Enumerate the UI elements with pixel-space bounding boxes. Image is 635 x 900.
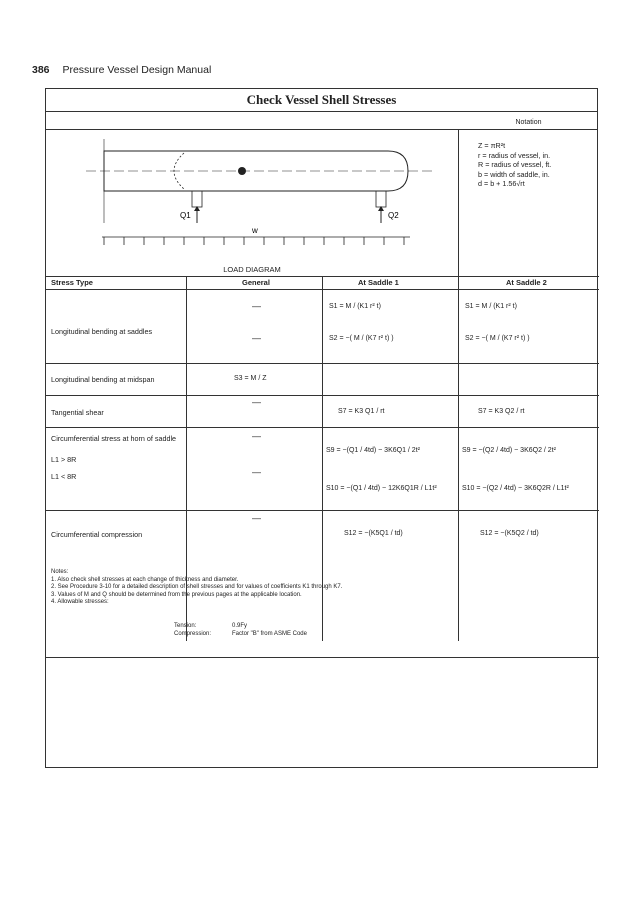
worksheet-title: Check Vessel Shell Stresses	[46, 89, 597, 112]
formula-s3: S3 = M / Z	[234, 375, 267, 382]
note-item: 4. Allowable stresses:	[51, 599, 109, 606]
dash: —	[252, 397, 261, 407]
vessel-drawing	[46, 129, 458, 265]
tension-label: Tension:	[174, 623, 197, 629]
col-divider	[458, 277, 459, 641]
page-number: 386	[32, 64, 50, 76]
row-label: Circumferential compression	[51, 530, 143, 539]
col-saddle-1: At Saddle 1	[358, 278, 399, 287]
row-label: Tangential shear	[51, 408, 104, 417]
book-title: Pressure Vessel Design Manual	[62, 64, 212, 76]
q1-label: Q1	[180, 211, 191, 220]
row-divider	[46, 427, 599, 428]
formula-s1-saddle1: S1 = M / (K1 r² t)	[329, 303, 381, 310]
col-general: General	[242, 278, 270, 287]
formula-s10-saddle2: S10 = −(Q2 / 4td) − 3K6Q2R / L1t²	[462, 485, 569, 492]
row-sublabel: L1 > 8R	[51, 455, 77, 464]
notes-title: Notes:	[51, 569, 69, 575]
note-item: 3. Values of M and Q should be determined from the previous pages at the applicable location.	[51, 591, 302, 598]
note-item: 2. See Procedure 3-10 for a detailed description of shell stresses and for values of coefficients K1 through K7.	[51, 584, 343, 591]
formula-s9-saddle1: S9 = −(Q1 / 4td) − 3K6Q1 / 2t²	[326, 447, 420, 454]
dash: —	[252, 431, 261, 441]
q2-label: Q2	[388, 211, 399, 220]
formula-s12-saddle1: S12 = −(K5Q1 / td)	[344, 530, 403, 537]
formula-s10-saddle1: S10 = −(Q1 / 4td) − 12K6Q1R / L1t²	[326, 485, 437, 492]
load-diagram	[46, 129, 459, 277]
formula-s2-saddle2: S2 = −( M / (K7 r² t) )	[465, 335, 530, 342]
notation-heading: Notation	[515, 119, 542, 126]
formula-s2-saddle1: S2 = −( M / (K7 r² t) )	[329, 335, 394, 342]
notation-line: d = b + 1.56√rt	[478, 179, 525, 188]
formula-s1-saddle2: S1 = M / (K1 r² t)	[465, 303, 517, 310]
row-divider	[46, 363, 599, 364]
compression-value: Factor "B" from ASME Code	[232, 630, 307, 637]
dash: —	[252, 467, 261, 477]
row-label: Longitudinal bending at midspan	[51, 375, 155, 384]
tension-value: 0.9Fy	[232, 623, 248, 629]
formula-s7-saddle2: S7 = K3 Q2 / rt	[478, 408, 525, 415]
notes	[51, 569, 342, 607]
formula-s7-saddle1: S7 = K3 Q1 / rt	[338, 408, 385, 415]
row-label: Circumferential stress at horn of saddle	[51, 434, 177, 443]
notation-line: R = radius of vessel, ft.	[478, 160, 552, 169]
col-saddle-2: At Saddle 2	[506, 278, 547, 287]
allowable-stresses	[174, 623, 307, 638]
compression-label: Compression:	[174, 630, 212, 637]
w-label: w	[252, 226, 258, 235]
notation-line: Z = πR²t	[478, 141, 506, 150]
diagram-caption: LOAD DIAGRAM	[223, 265, 281, 274]
col-stress-type: Stress Type	[51, 278, 93, 287]
stress-worksheet	[45, 88, 598, 768]
dash: —	[252, 513, 261, 523]
formula-s9-saddle2: S9 = −(Q2 / 4td) − 3K6Q2 / 2t²	[462, 447, 556, 454]
row-sublabel: L1 < 8R	[51, 472, 77, 481]
notation-list	[478, 141, 551, 189]
dash: —	[252, 333, 261, 343]
dash: —	[252, 301, 261, 311]
row-divider	[46, 510, 599, 511]
row-label: Longitudinal bending at saddles	[51, 327, 153, 336]
notation-line: b = width of saddle, in.	[478, 169, 550, 179]
row-divider	[46, 395, 599, 396]
page-header	[32, 64, 211, 76]
note-item: 1. Also check shell stresses at each change of thickness and diameter.	[51, 576, 239, 583]
notation-line: r = radius of vessel, in.	[478, 150, 551, 160]
formula-s12-saddle2: S12 = −(K5Q2 / td)	[480, 530, 539, 537]
